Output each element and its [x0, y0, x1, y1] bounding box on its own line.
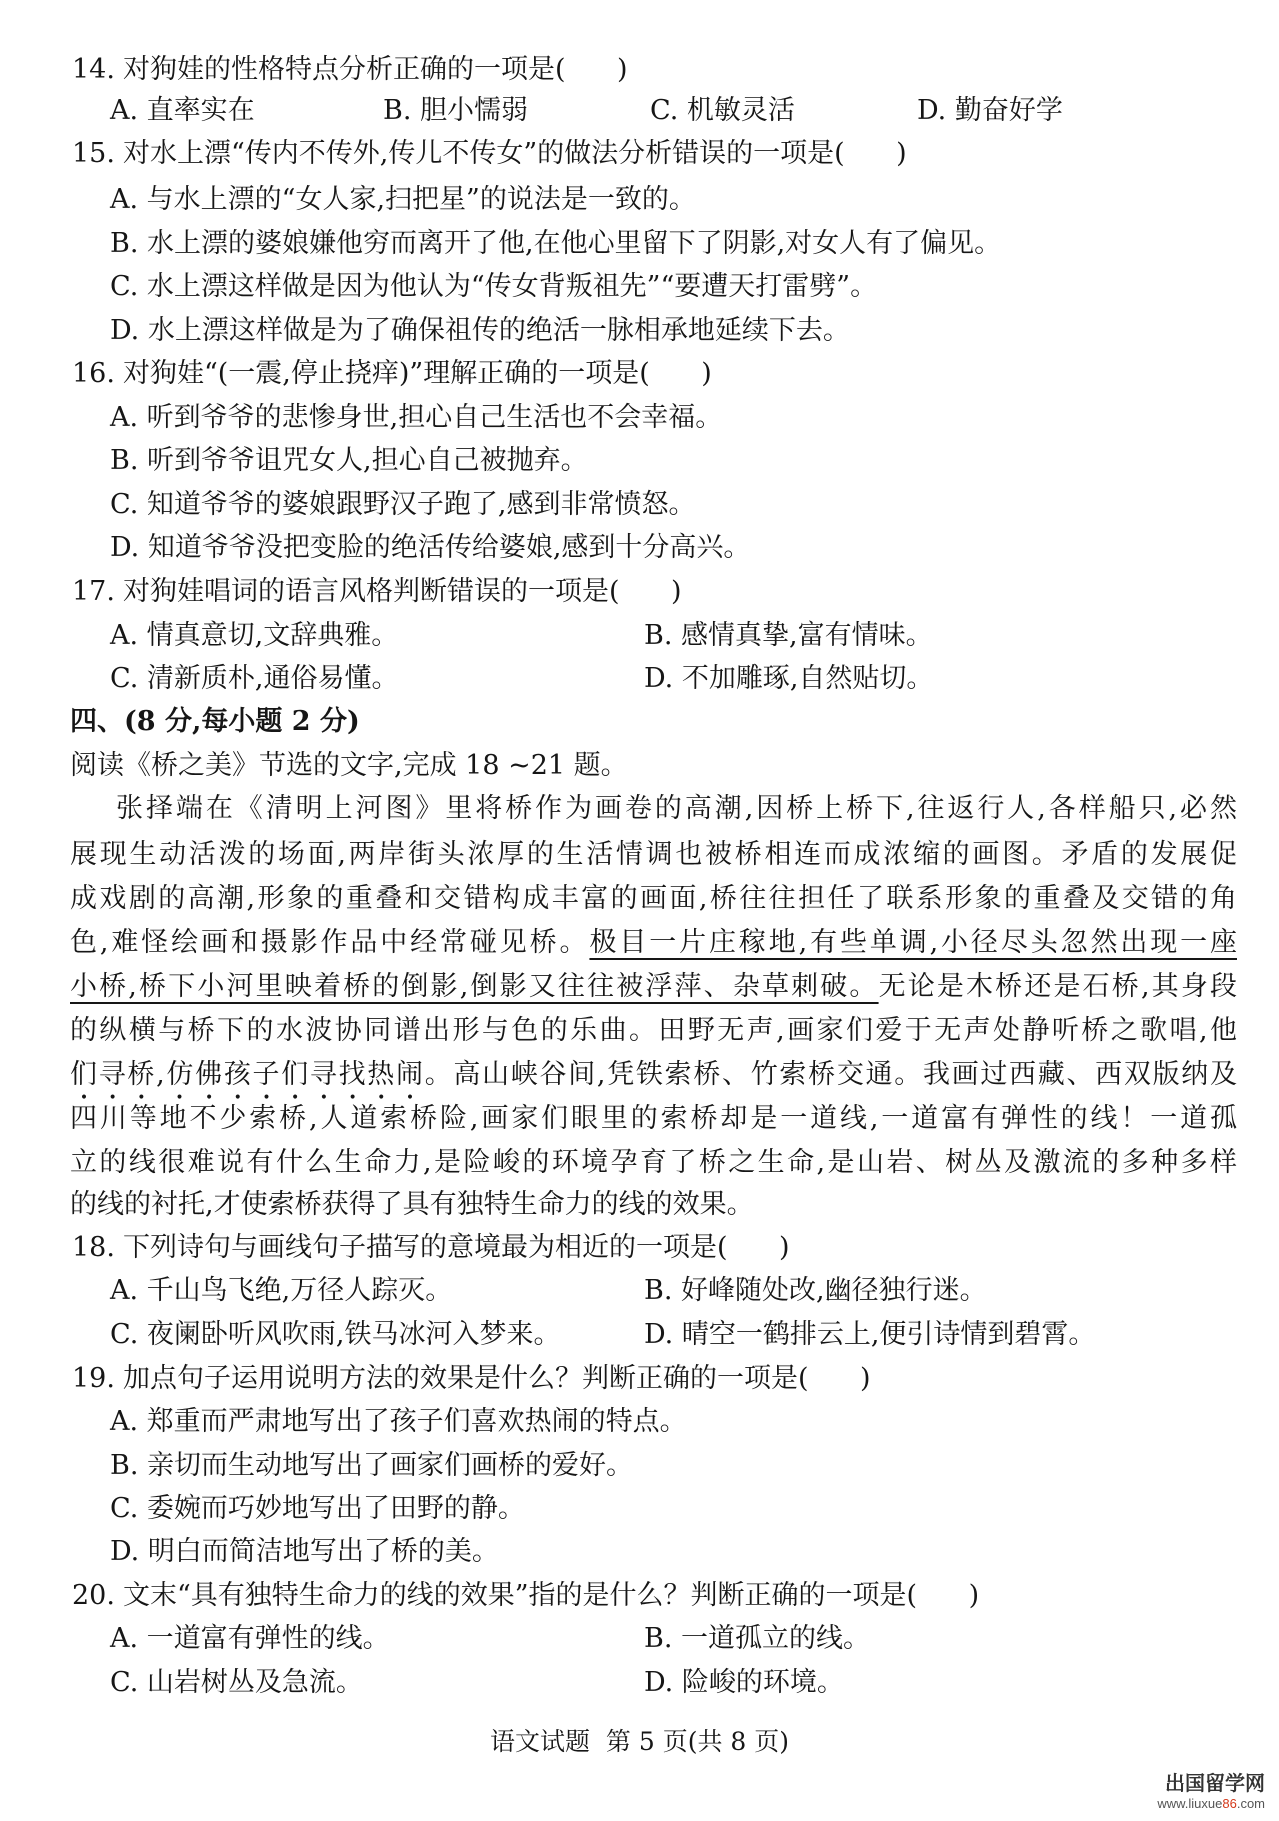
passage-line-5-text: 无论是木桥还是石桥,其身段: [878, 971, 1237, 1002]
question-19-option-c: C. 委婉而巧妙地写出了田野的静。: [110, 1493, 525, 1524]
section-4-instruction: 阅读《桥之美》节选的文字,完成 18 ~21 题。: [70, 750, 628, 781]
question-14-option-c: C. 机敏灵活: [650, 95, 795, 126]
question-15-stem: 对水上漂“传内不传外,传儿不传女”的做法分析错误的一项是( ): [122, 138, 907, 169]
passage-line-9: [70, 1145, 1237, 1181]
passage-underlined-sentence-part-1: 极目一片庄稼地,有些单调,小径尽头忽然出现一座: [589, 927, 1237, 958]
question-18-option-b: B. 好峰随处改,幽径独行迷。: [644, 1275, 987, 1306]
question-20-option-c: C. 山岩树丛及急流。: [110, 1667, 363, 1698]
passage-line-3: [70, 881, 1237, 917]
passage-line-1-text: 张择端在《清明上河图》里将桥作为画卷的高潮,因桥上桥下,往返行人,各样船只,必然: [116, 793, 1237, 824]
question-14-option-b: B. 胆小懦弱: [383, 95, 529, 126]
question-17-option-a: A. 情真意切,文辞典雅。: [110, 620, 399, 651]
question-14-option-d: D. 勤奋好学: [917, 95, 1063, 126]
question-19: [72, 1361, 871, 1397]
page-footer: 语文试题 第 5 页(共 8 页): [490, 1727, 789, 1756]
question-15-number: 15.: [72, 138, 115, 169]
passage-line-10: [70, 1187, 1237, 1223]
question-18-option-a: A. 千山鸟飞绝,万径人踪灭。: [110, 1275, 453, 1306]
passage-line-4: [70, 925, 1237, 961]
section-4-heading: 四、(8 分,每小题 2 分): [70, 706, 360, 737]
question-19-stem: 加点句子运用说明方法的效果是什么？判断正确的一项是( ): [122, 1363, 871, 1394]
passage-line-5: [70, 969, 1237, 1005]
passage-line-10-text: 的线的衬托,才使索桥获得了具有独特生命力的线的效果。: [70, 1189, 754, 1220]
question-19-option-b: B. 亲切而生动地写出了画家们画桥的爱好。: [110, 1450, 634, 1481]
question-15: [72, 136, 907, 172]
question-20: [72, 1578, 979, 1614]
question-16-number: 16.: [72, 358, 115, 389]
question-16-stem: 对狗娃“(一震,停止挠痒)”理解正确的一项是( ): [122, 358, 712, 389]
question-16-option-a: A. 听到爷爷的悲惨身世,担心自己生活也不会幸福。: [110, 402, 723, 433]
question-18-option-c: C. 夜阑卧听风吹雨,铁马冰河入梦来。: [110, 1319, 561, 1350]
question-20-stem: 文末“具有独特生命力的线的效果”指的是什么？判断正确的一项是( ): [122, 1580, 980, 1611]
passage-line-6-text: 的纵横与桥下的水波协同谱出形与色的乐曲。田野无声,画家们爱于无声处静听桥之歌唱,他: [70, 1015, 1237, 1046]
question-20-number: 20.: [72, 1580, 115, 1611]
question-14: [72, 52, 628, 88]
passage-underlined-sentence-part-2: 小桥,桥下小河里映着桥的倒影,倒影又往往被浮萍、杂草刺破。: [70, 971, 879, 1002]
passage-line-2: [70, 837, 1237, 873]
passage-line-4-text: 色,难怪绘画和摄影作品中经常碰见桥。: [70, 927, 590, 958]
question-20-option-b: B. 一道孤立的线。: [644, 1623, 871, 1654]
passage-line-2-text: 展现生动活泼的场面,两岸街头浓厚的生活情调也被桥相连而成浓缩的画图。矛盾的发展促: [70, 839, 1237, 870]
question-15-option-b: B. 水上漂的婆娘嫌他穷而离开了他,在他心里留下了阴影,对女人有了偏见。: [110, 228, 1002, 259]
question-17-stem: 对狗娃唱词的语言风格判断错误的一项是( ): [122, 576, 682, 607]
watermark-url-suffix: .com: [1236, 1796, 1265, 1811]
watermark-url-prefix: www.liuxue: [1157, 1796, 1223, 1811]
question-17: [72, 574, 682, 610]
passage-line-6: [70, 1013, 1237, 1049]
watermark-url-highlight: 86: [1222, 1796, 1237, 1811]
question-19-option-a: A. 郑重而严肃地写出了孩子们喜欢热闹的特点。: [110, 1406, 687, 1437]
passage-line-7: [70, 1057, 1237, 1106]
passage-line-3-text: 成戏剧的高潮,形象的重叠和交错构成丰富的画面,桥往往担任了联系形象的重叠及交错的角: [70, 883, 1237, 914]
question-15-option-a: A. 与水上漂的“女人家,扫把星”的说法是一致的。: [110, 184, 696, 215]
question-18-number: 18.: [72, 1232, 115, 1263]
passage-line-7-text: 高山峡谷间,凭铁索桥、竹索桥交通。我画过西藏、西双版纳及: [453, 1059, 1237, 1090]
question-19-number: 19.: [72, 1363, 115, 1394]
question-18-stem: 下列诗句与画线句子描写的意境最为相近的一项是( ): [122, 1232, 790, 1263]
question-16-option-b: B. 听到爷爷诅咒女人,担心自己被抛弃。: [110, 445, 588, 476]
question-16-option-d: D. 知道爷爷没把变脸的绝活传给婆娘,感到十分高兴。: [110, 532, 751, 563]
question-20-option-d: D. 险峻的环境。: [644, 1667, 844, 1698]
question-18-option-d: D. 晴空一鹤排云上,便引诗情到碧霄。: [644, 1319, 1096, 1350]
passage-line-9-text: 立的线很难说有什么生命力,是险峻的环境孕育了桥之生命,是山岩、树丛及激流的多种多样: [70, 1147, 1237, 1178]
passage-line-1: [116, 791, 1237, 827]
question-15-option-c: C. 水上漂这样做是因为他认为“传女背叛祖先”“要遭天打雷劈”。: [110, 271, 878, 302]
question-14-stem: 对狗娃的性格特点分析正确的一项是( ): [122, 54, 628, 85]
question-18: [72, 1230, 790, 1266]
question-17-option-c: C. 清新质朴,通俗易懂。: [110, 663, 399, 694]
question-17-number: 17.: [72, 576, 115, 607]
question-16-option-c: C. 知道爷爷的婆娘跟野汉子跑了,感到非常愤怒。: [110, 489, 696, 520]
question-17-option-d: D. 不加雕琢,自然贴切。: [644, 663, 934, 694]
watermark-url: [1157, 1796, 1265, 1812]
passage-dotted-sentence: 们寻桥,仿佛孩子们寻找热闹。: [70, 1059, 454, 1090]
question-15-option-d: D. 水上漂这样做是为了确保祖传的绝活一脉相承地延续下去。: [110, 315, 850, 346]
question-19-option-d: D. 明白而简洁地写出了桥的美。: [110, 1536, 499, 1567]
question-20-option-a: A. 一道富有弹性的线。: [110, 1623, 390, 1654]
question-14-number: 14.: [72, 54, 115, 85]
passage-line-8-text: 四川等地不少索桥,人道索桥险,画家们眼里的索桥却是一道线,一道富有弹性的线！一道孤: [70, 1103, 1237, 1134]
passage-line-8: [70, 1101, 1237, 1137]
watermark-site-name: 出国留学网: [1165, 1773, 1265, 1795]
question-16: [72, 356, 712, 392]
watermark: [1157, 1772, 1265, 1812]
question-14-option-a: A. 直率实在: [110, 95, 255, 126]
question-17-option-b: B. 感情真挚,富有情味。: [644, 620, 933, 651]
